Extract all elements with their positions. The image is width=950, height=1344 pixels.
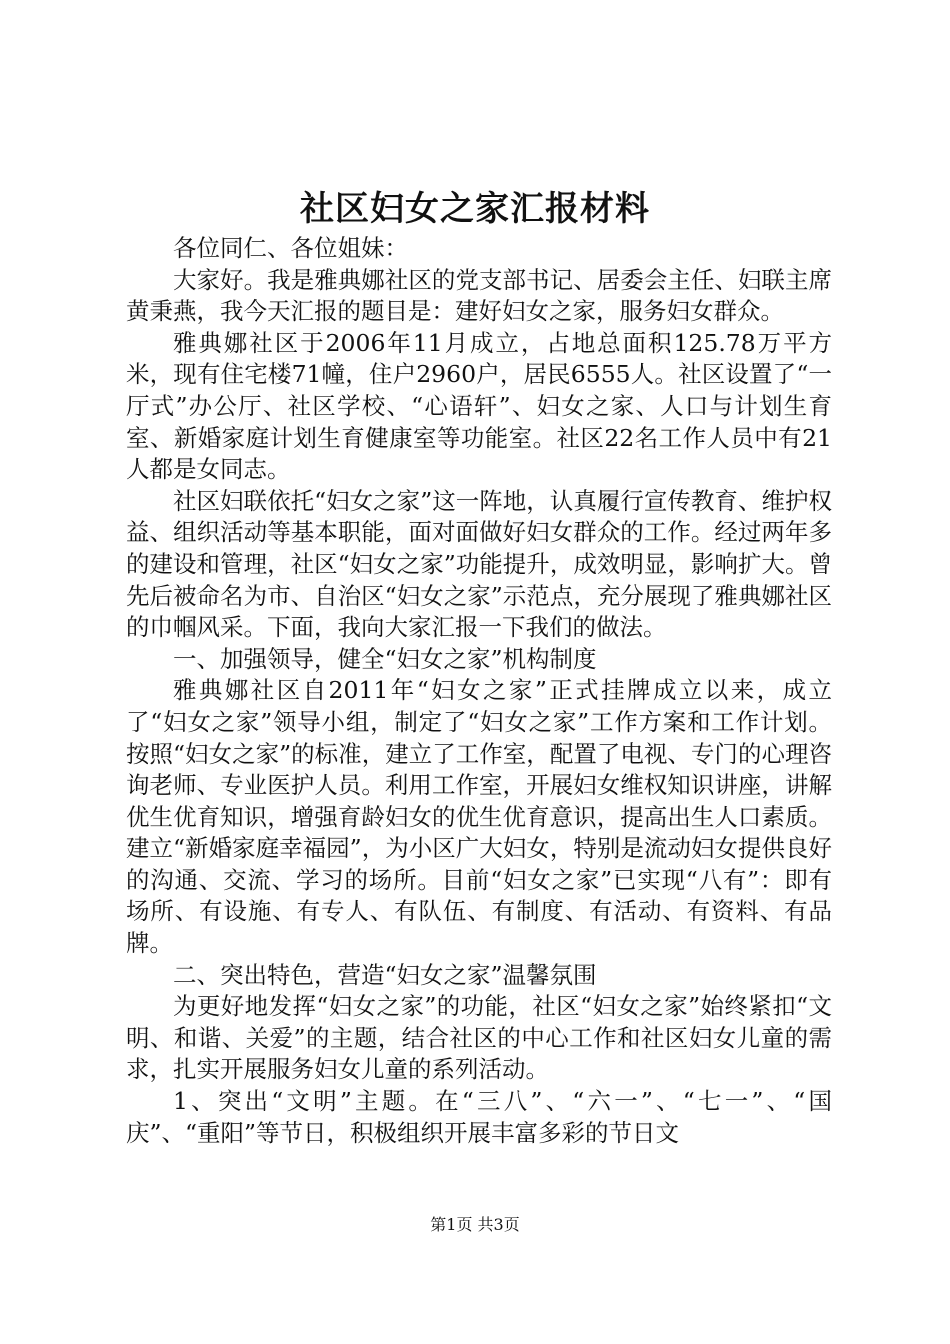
section-heading-1: 一、加强领导，健全“妇女之家”机构制度: [173, 644, 597, 673]
paragraph-introduction: 大家好。我是雅典娜社区的党支部书记、居委会主任、妇联主席黄秉燕，我今天汇报的题目是：建好妇女之家，服务妇女群众。: [126, 265, 832, 326]
paragraph-community-overview: 雅典娜社区于2006年11月成立，占地总面积125.78万平方米，现有住宅楼71幢，住户2960户，居民6555人。社区设置了“一厅式”办公厅、社区学校、“心语轩”、妇女之家、人口与计划生育室、新婚家庭计划生育健康室等功能室。社区22名工作人员中有21人都是女同志。: [126, 328, 832, 484]
paragraph-item-1: 1、突出“文明”主题。在“三八”、“六一”、“七一”、“国庆”、“重阳”等节日，积极组织开展丰富多彩的节日文: [126, 1087, 832, 1147]
page-number-footer: 第1页 共3页: [430, 1215, 520, 1234]
section-heading-2: 二、突出特色，营造“妇女之家”温馨氛围: [173, 960, 597, 989]
paragraph-section-1: 雅典娜社区自2011年“妇女之家”正式挂牌成立以来，成立了“妇女之家”领导小组，制定了“妇女之家”工作方案和工作计划。按照“妇女之家”的标准，建立了工作室，配置了电视、专门的心理咨询老师、专业医护人员。利用工作室，开展妇女维权知识讲座，讲解优生优育知识，增强育龄妇女的优生优育意识，提高出生人口素质。建立“新婚家庭幸福园”，为小区广大妇女，特别是流动妇女提供良好的沟通、交流、学习的场所。目前“妇女之家”已实现“八有”：即有场所、有设施、有专人、有队伍、有制度、有活动、有资料、有品牌。: [126, 676, 832, 958]
document-title: 社区妇女之家汇报材料: [300, 189, 650, 229]
paragraph-greeting: 各位同仁、各位姐妹：: [173, 234, 408, 262]
paragraph-womens-federation: 社区妇联依托“妇女之家”这一阵地，认真履行宣传教育、维护权益、组织活动等基本职能，面对面做好妇女群众的工作。经过两年多的建设和管理，社区“妇女之家”功能提升，成效明显，影响扩大。曾先后被命名为市、自治区“妇女之家”示范点，充分展现了雅典娜社区的巾帼风采。下面，我向大家汇报一下我们的做法。: [126, 486, 832, 642]
document-body: [126, 233, 832, 1149]
paragraph-section-2: 为更好地发挥“妇女之家”的功能，社区“妇女之家”始终紧扣“文明、和谐、关爱”的主题，结合社区的中心工作和社区妇女儿童的需求，扎实开展服务妇女儿童的系列活动。: [126, 992, 832, 1084]
